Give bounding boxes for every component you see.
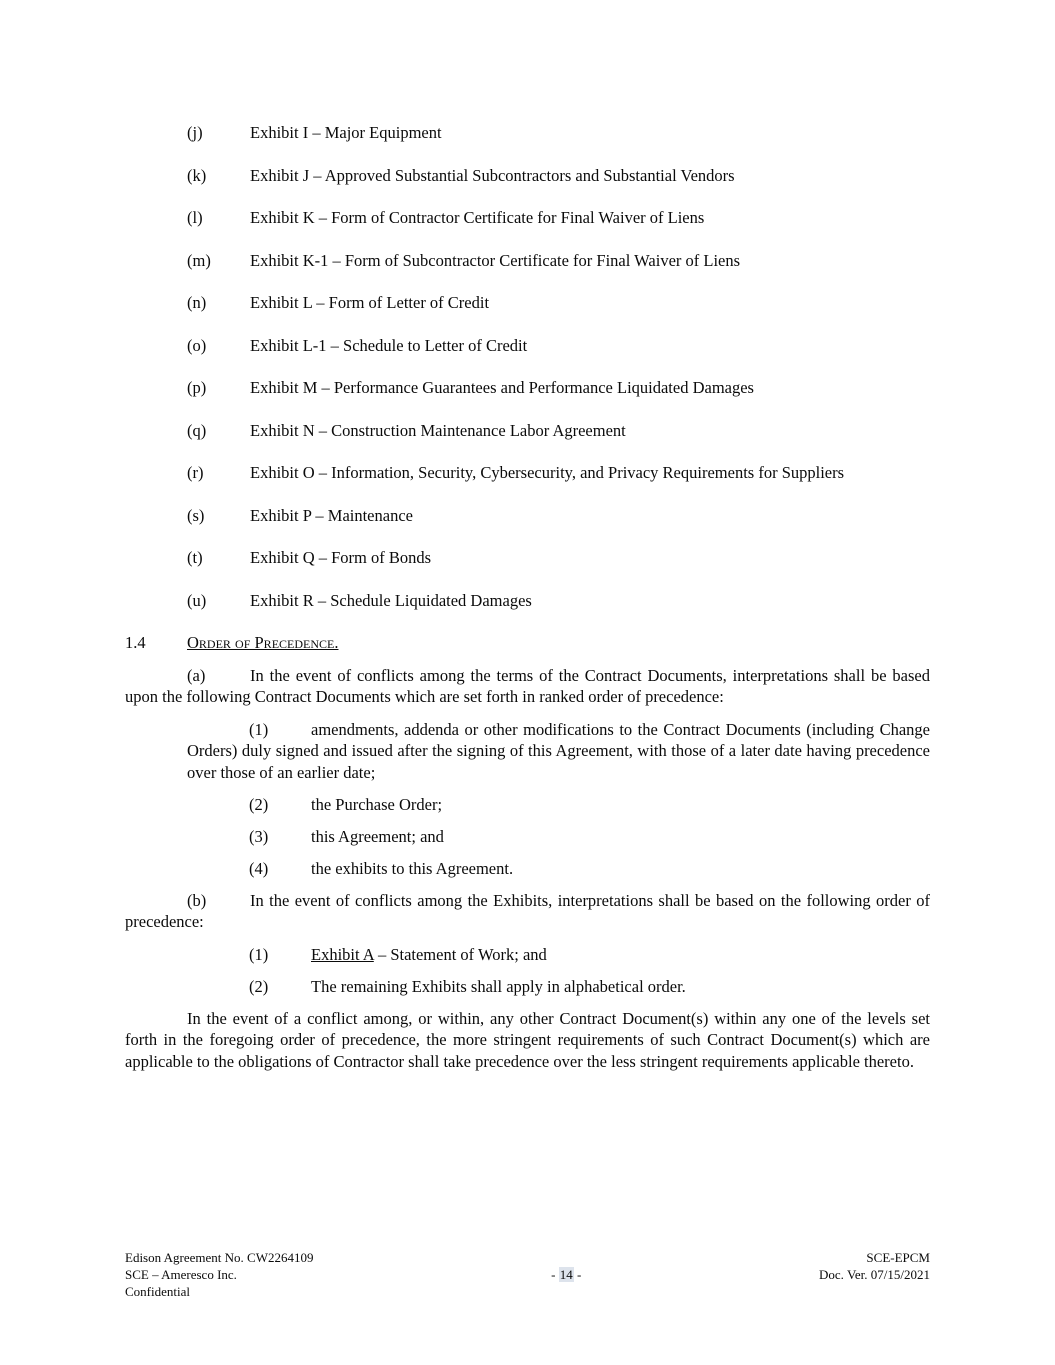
exhibit-item-label: (j) xyxy=(187,123,203,142)
subparagraph-a1 xyxy=(187,719,930,784)
exhibit-item-label: (l) xyxy=(187,208,203,227)
exhibit-item-text: Exhibit L – Form of Letter of Credit xyxy=(250,293,490,312)
section-heading xyxy=(125,632,930,654)
subparagraph-a3 xyxy=(187,826,930,848)
subparagraph-a2-label: (2) xyxy=(249,794,269,814)
exhibit-item-label: (r) xyxy=(187,463,204,482)
exhibit-item-text: Exhibit P – Maintenance xyxy=(250,505,413,525)
subparagraph-a1-text: amendments, addenda or other modifications to the Contract Documents (including Change Orders) duly signed and issued after the signing of this Agreement, with those of a later date having precedence over those of an earlier date; xyxy=(187,719,930,782)
subparagraph-a3-label: (3) xyxy=(249,826,269,846)
exhibit-list-item xyxy=(187,462,930,484)
page-number-field: 14 xyxy=(559,1267,573,1282)
exhibit-list-item xyxy=(187,377,930,399)
footer-right-block xyxy=(819,1249,930,1300)
footer-doc-version: Doc. Ver. 07/15/2021 xyxy=(819,1267,930,1282)
section-number: 1.4 xyxy=(125,633,146,652)
subparagraph-a1-label: (1) xyxy=(249,719,269,739)
exhibit-item-text: Exhibit J – Approved Substantial Subcontractors and Substantial Vendors xyxy=(250,165,735,185)
exhibit-item-label: (p) xyxy=(187,378,207,397)
exhibit-item-label: (o) xyxy=(187,335,207,355)
exhibit-item-label: (q) xyxy=(187,420,207,440)
section-title: Order of Precedence. xyxy=(187,633,339,652)
subparagraph-a3-text: this Agreement; and xyxy=(311,826,444,846)
footer-parties: SCE – Ameresco Inc. xyxy=(125,1267,237,1282)
exhibit-list-item xyxy=(187,335,930,357)
exhibit-item-text: Exhibit O – Information, Security, Cybersecurity, and Privacy Requirements for Suppliers xyxy=(250,463,845,482)
footer-confidential-label: Confidential xyxy=(125,1284,190,1299)
subparagraph-b2-label: (2) xyxy=(249,976,269,996)
exhibit-list-item xyxy=(187,292,930,314)
footer-page-number-block xyxy=(551,1249,581,1300)
exhibit-list-item xyxy=(187,250,930,272)
exhibit-item-text: Exhibit N – Construction Maintenance Labor Agreement xyxy=(250,420,626,440)
subparagraph-a4-text: the exhibits to this Agreement. xyxy=(311,858,514,878)
exhibit-list-item xyxy=(187,547,930,569)
exhibit-item-text: Exhibit Q – Form of Bonds xyxy=(250,548,432,567)
footer-agreement-number: Edison Agreement No. CW2264109 xyxy=(125,1250,314,1265)
exhibit-item-text: Exhibit R – Schedule Liquidated Damages xyxy=(250,590,532,610)
exhibit-item-text: Exhibit L-1 – Schedule to Letter of Credit xyxy=(250,335,528,355)
page-number-suffix: - xyxy=(573,1267,582,1282)
exhibit-list-item xyxy=(187,420,930,442)
closing-paragraph: In the event of a conflict among, or within, any other Contract Document(s) within any one of the levels set forth in the foregoing order of precedence, the more stringent requirements of such Contract Document(s) which are applicable to the obligations of Contractor shall take precedence over the less stringent requirements applicable thereto. xyxy=(125,1008,930,1071)
subparagraph-a2-text: the Purchase Order; xyxy=(311,794,443,814)
exhibit-list-item xyxy=(187,590,930,612)
exhibit-item-label: (s) xyxy=(187,505,205,525)
paragraph-a-label: (a) xyxy=(187,665,206,685)
exhibit-a-reference: Exhibit A xyxy=(311,944,374,964)
exhibit-item-label: (m) xyxy=(187,250,211,270)
subparagraph-b2 xyxy=(187,976,930,998)
subparagraph-b1-label: (1) xyxy=(249,944,269,964)
subparagraph-a4 xyxy=(187,858,930,880)
exhibit-item-text: Exhibit I – Major Equipment xyxy=(250,123,442,142)
subparagraph-b1-text: – Statement of Work; and xyxy=(373,944,547,964)
exhibit-list-item xyxy=(187,165,930,187)
subparagraph-a4-label: (4) xyxy=(249,858,269,878)
document-body xyxy=(125,122,930,1083)
exhibit-item-label: (n) xyxy=(187,293,207,312)
footer-doc-type: SCE-EPCM xyxy=(866,1250,930,1265)
paragraph-b xyxy=(125,890,930,933)
exhibit-item-label: (k) xyxy=(187,165,207,185)
paragraph-b-label: (b) xyxy=(187,890,207,910)
exhibit-list-item xyxy=(187,207,930,229)
page-footer xyxy=(125,1249,930,1300)
paragraph-b-text: In the event of conflicts among the Exhibits, interpretations shall be based on the following order of precedence: xyxy=(125,890,930,931)
exhibit-list-item xyxy=(187,505,930,527)
footer-left-block xyxy=(125,1249,313,1300)
exhibit-item-text: Exhibit K – Form of Contractor Certificate for Final Waiver of Liens xyxy=(250,208,705,227)
paragraph-a xyxy=(125,665,930,708)
page-number-prefix: - xyxy=(551,1267,559,1282)
exhibit-list-item xyxy=(187,122,930,144)
exhibit-item-label: (u) xyxy=(187,590,207,610)
exhibit-item-text: Exhibit K-1 – Form of Subcontractor Certificate for Final Waiver of Liens xyxy=(250,250,741,270)
subparagraph-a2 xyxy=(187,794,930,816)
exhibit-item-label: (t) xyxy=(187,548,203,567)
paragraph-a-text: In the event of conflicts among the terms of the Contract Documents, interpretations shall be based upon the following Contract Documents which are set forth in ranked order of precedence: xyxy=(125,665,930,706)
subparagraph-b1 xyxy=(187,944,930,966)
exhibit-item-text: Exhibit M – Performance Guarantees and Performance Liquidated Damages xyxy=(250,378,754,397)
subparagraph-b2-text: The remaining Exhibits shall apply in alphabetical order. xyxy=(311,976,686,996)
